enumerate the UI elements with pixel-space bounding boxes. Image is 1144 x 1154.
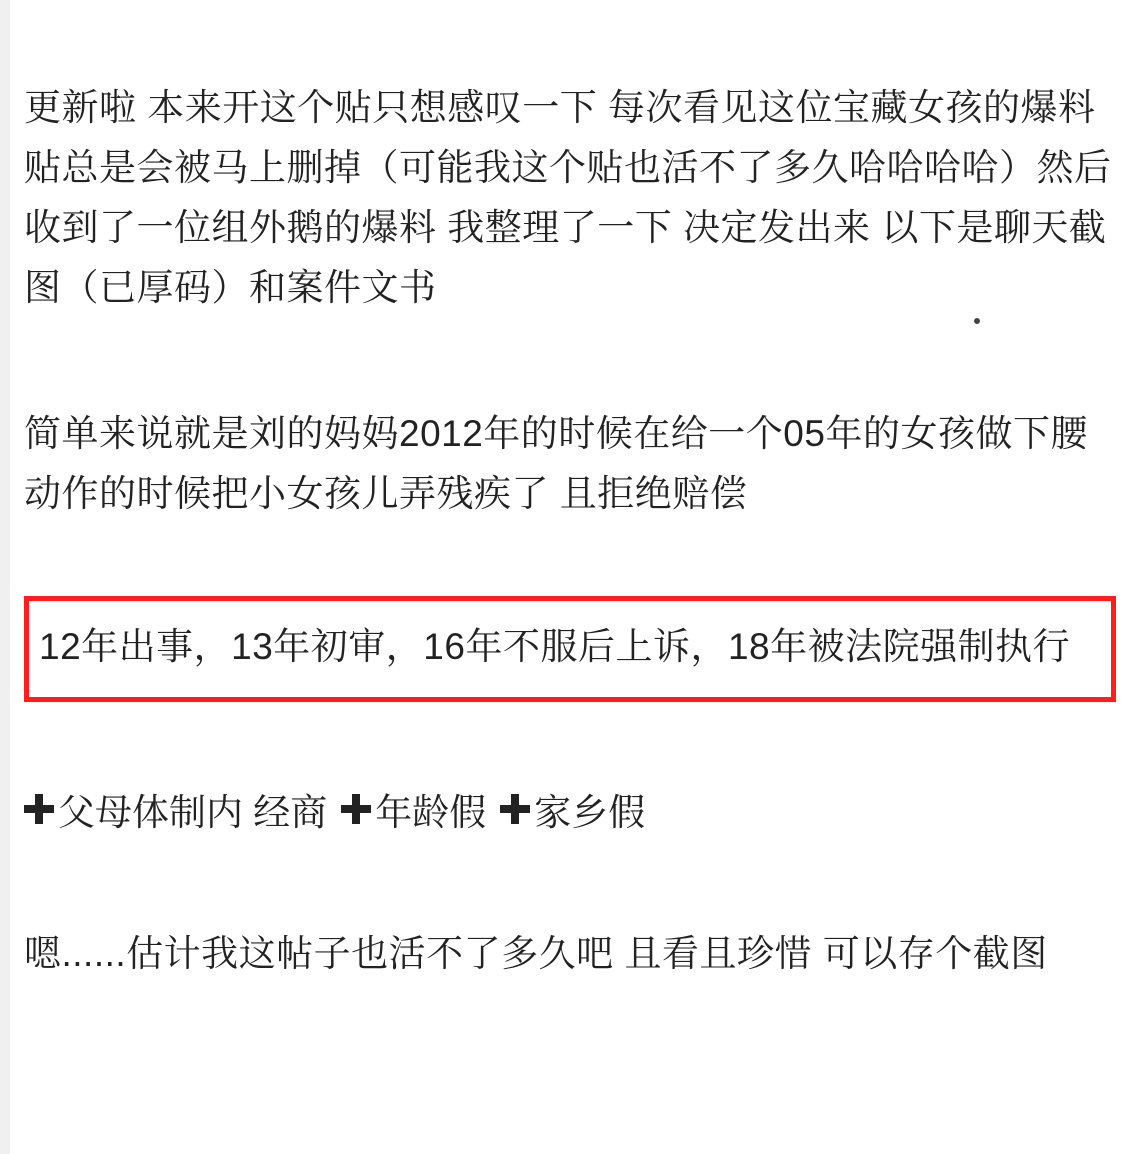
tag-item-0: 父母体制内 经商 [58,791,328,833]
plus-icon [500,794,530,824]
paragraph-intro: 更新啦 本来开这个贴只想感叹一下 每次看见这位宝藏女孩的爆料贴总是会被马上删掉（可能我这个贴也活不了多久哈哈哈哈）然后收到了一位组外鹅的爆料 我整理了一下 决定发出来 以下是聊天截图（已厚码）和案件文书 [24,87,1112,308]
tag-item-1: 年龄假 [375,791,487,833]
plus-icon [341,794,371,824]
tag-list [24,782,1116,836]
stray-dot-artifact [974,318,980,324]
left-margin-strip [0,0,10,1154]
plus-icon [24,794,54,824]
paragraph-highlight: 12年出事，13年初审，16年不服后上诉，18年被法院强制执行 [39,625,1071,667]
document-content [24,0,1116,1021]
highlighted-callout-box [24,596,1116,702]
paragraph-summary: 简单来说就是刘的妈妈2012年的时候在给一个05年的女孩做下腰动作的时候把小女孩儿弄残疾了 且拒绝赔偿 [24,412,1088,514]
tag-item-2: 家乡假 [534,791,646,833]
paragraph-outro: 嗯......估计我这帖子也活不了多久吧 且看且珍惜 可以存个截图 [24,932,1048,974]
